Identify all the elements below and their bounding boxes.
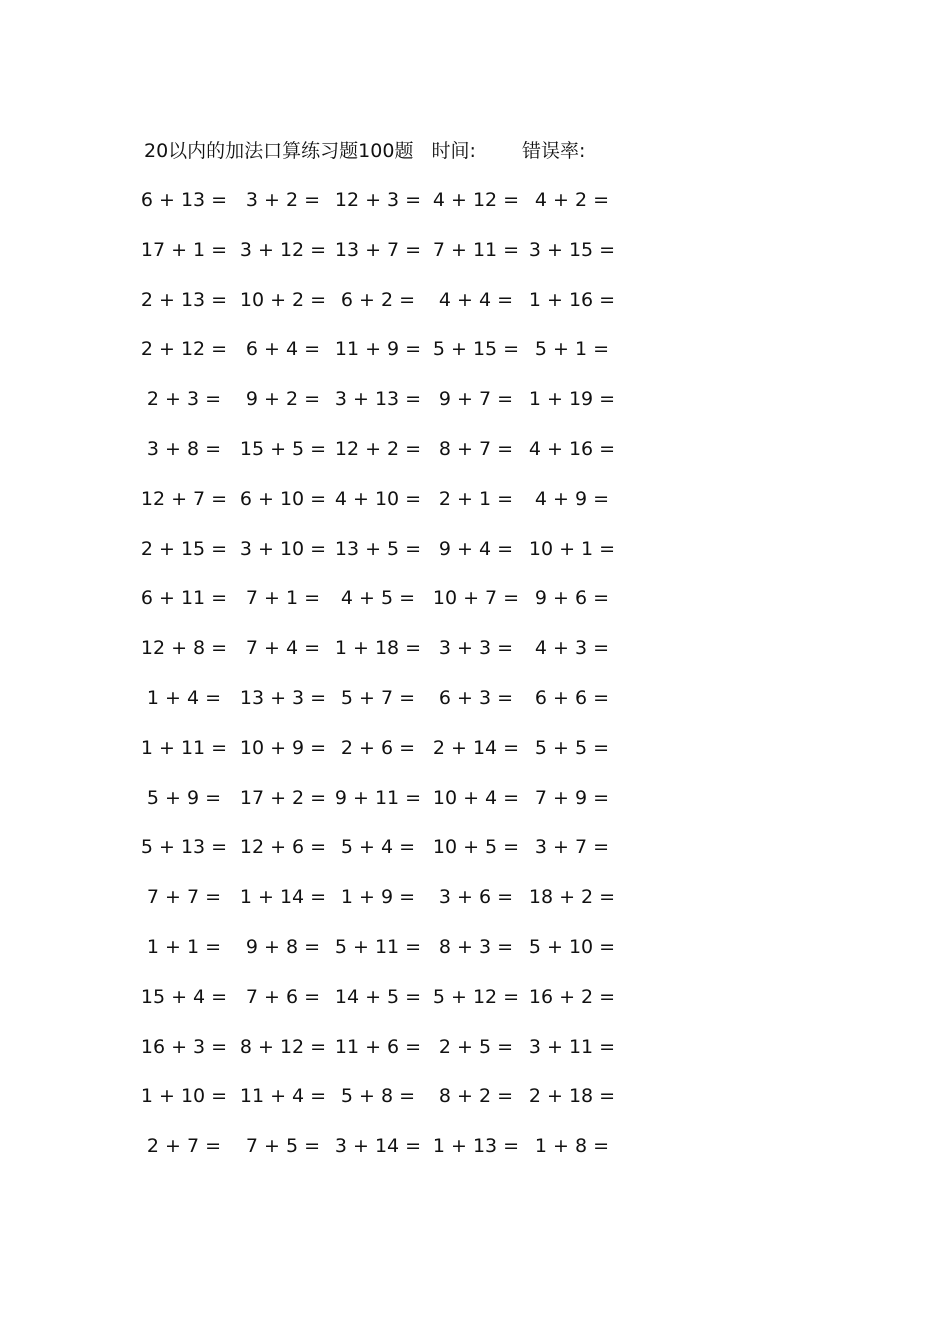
problem-item: 1 + 8 = bbox=[534, 1135, 610, 1158]
problem-item: 2 + 15 = bbox=[140, 537, 228, 560]
problem-item: 5 + 1 = bbox=[534, 338, 610, 361]
problem-item: 5 + 11 = bbox=[334, 936, 422, 958]
problem-item: 1 + 14 = bbox=[239, 886, 327, 909]
problem-item: 7 + 4 = bbox=[245, 637, 321, 660]
problem-item: 18 + 2 = bbox=[528, 886, 616, 909]
problem-item: 5 + 5 = bbox=[534, 736, 610, 759]
problem-item: 8 + 7 = bbox=[438, 438, 514, 460]
problem-item: 12 + 7 = bbox=[140, 487, 228, 510]
problem-item: 9 + 8 = bbox=[245, 936, 321, 958]
problem-item: 3 + 11 = bbox=[528, 1035, 616, 1058]
problem-item: 7 + 9 = bbox=[534, 786, 610, 809]
problem-item: 10 + 1 = bbox=[528, 537, 616, 560]
problem-item: 4 + 4 = bbox=[438, 288, 514, 311]
problem-item: 2 + 12 = bbox=[140, 338, 228, 361]
problem-item: 3 + 10 = bbox=[239, 537, 327, 560]
problem-item: 6 + 4 = bbox=[245, 338, 321, 361]
problem-item: 2 + 3 = bbox=[146, 388, 222, 411]
problem-item: 12 + 2 = bbox=[334, 438, 422, 460]
problem-item: 15 + 4 = bbox=[140, 985, 228, 1008]
problem-item: 13 + 5 = bbox=[334, 537, 422, 560]
problem-item: 2 + 5 = bbox=[438, 1035, 514, 1058]
problem-item: 1 + 9 = bbox=[340, 886, 416, 909]
problem-item: 4 + 10 = bbox=[334, 487, 422, 510]
problem-item: 10 + 9 = bbox=[239, 736, 327, 759]
problem-item: 6 + 3 = bbox=[438, 687, 514, 709]
problem-item: 15 + 5 = bbox=[239, 438, 327, 460]
problem-item: 1 + 18 = bbox=[334, 637, 422, 660]
problem-item: 17 + 2 = bbox=[239, 786, 327, 809]
problem-item: 2 + 13 = bbox=[140, 288, 228, 311]
problem-item: 2 + 7 = bbox=[146, 1135, 222, 1158]
problem-item: 13 + 3 = bbox=[239, 687, 327, 709]
problem-item: 4 + 12 = bbox=[432, 189, 520, 211]
problem-item: 10 + 7 = bbox=[432, 587, 520, 610]
problem-item: 16 + 3 = bbox=[140, 1035, 228, 1058]
problem-item: 17 + 1 = bbox=[140, 238, 228, 261]
problem-item: 3 + 2 = bbox=[245, 189, 321, 211]
problem-item: 1 + 16 = bbox=[528, 288, 616, 311]
problem-item: 4 + 3 = bbox=[534, 637, 610, 660]
problem-item: 7 + 5 = bbox=[245, 1135, 321, 1158]
problem-item: 3 + 13 = bbox=[334, 388, 422, 411]
problem-item: 1 + 19 = bbox=[528, 388, 616, 411]
problem-item: 5 + 12 = bbox=[432, 985, 520, 1008]
problem-item: 5 + 4 = bbox=[340, 836, 416, 859]
problem-item: 1 + 13 = bbox=[432, 1135, 520, 1158]
problem-item: 9 + 7 = bbox=[438, 388, 514, 411]
problem-item: 4 + 16 = bbox=[528, 438, 616, 460]
problem-item: 11 + 6 = bbox=[334, 1035, 422, 1058]
problem-item: 4 + 9 = bbox=[534, 487, 610, 510]
problem-item: 2 + 14 = bbox=[432, 736, 520, 759]
problem-item: 3 + 7 = bbox=[534, 836, 610, 859]
problem-item: 7 + 1 = bbox=[245, 587, 321, 610]
problem-item: 12 + 8 = bbox=[140, 637, 228, 660]
problem-item: 7 + 6 = bbox=[245, 985, 321, 1008]
problem-item: 1 + 1 = bbox=[146, 936, 222, 958]
problem-item: 6 + 2 = bbox=[340, 288, 416, 311]
problem-item: 10 + 4 = bbox=[432, 786, 520, 809]
problem-item: 12 + 3 = bbox=[334, 189, 422, 211]
problem-item: 6 + 6 = bbox=[534, 687, 610, 709]
problem-item: 16 + 2 = bbox=[528, 985, 616, 1008]
problem-item: 4 + 2 = bbox=[534, 189, 610, 211]
problem-item: 14 + 5 = bbox=[334, 985, 422, 1008]
problem-item: 2 + 18 = bbox=[528, 1085, 616, 1108]
problem-item: 9 + 11 = bbox=[334, 786, 422, 809]
problem-item: 9 + 6 = bbox=[534, 587, 610, 610]
problem-item: 11 + 9 = bbox=[334, 338, 422, 361]
problem-item: 3 + 6 = bbox=[438, 886, 514, 909]
problem-item: 8 + 12 = bbox=[239, 1035, 327, 1058]
problem-item: 1 + 10 = bbox=[140, 1085, 228, 1108]
problem-item: 3 + 12 = bbox=[239, 238, 327, 261]
error-rate-label: 错误率: bbox=[521, 140, 586, 162]
problem-item: 6 + 10 = bbox=[239, 487, 327, 510]
problem-item: 6 + 11 = bbox=[140, 587, 228, 610]
problem-item: 8 + 3 = bbox=[438, 936, 514, 958]
problem-item: 7 + 11 = bbox=[432, 238, 520, 261]
problem-item: 3 + 8 = bbox=[146, 438, 222, 460]
problem-item: 11 + 4 = bbox=[239, 1085, 327, 1108]
problem-item: 5 + 10 = bbox=[528, 936, 616, 958]
problem-item: 7 + 7 = bbox=[146, 886, 222, 909]
problem-item: 12 + 6 = bbox=[239, 836, 327, 859]
problem-item: 3 + 15 = bbox=[528, 238, 616, 261]
worksheet-title: 20以内的加法口算练习题100题 bbox=[144, 140, 414, 162]
problem-item: 9 + 2 = bbox=[245, 388, 321, 411]
problem-item: 9 + 4 = bbox=[438, 537, 514, 560]
problem-item: 4 + 5 = bbox=[340, 587, 416, 610]
time-label: 时间: bbox=[431, 140, 476, 162]
problem-item: 2 + 1 = bbox=[438, 487, 514, 510]
problem-item: 10 + 2 = bbox=[239, 288, 327, 311]
problem-item: 8 + 2 = bbox=[438, 1085, 514, 1108]
problem-item: 1 + 4 = bbox=[146, 687, 222, 709]
problem-item: 5 + 7 = bbox=[340, 687, 416, 709]
problem-item: 5 + 9 = bbox=[146, 786, 222, 809]
problem-item: 5 + 8 = bbox=[340, 1085, 416, 1108]
problem-item: 3 + 14 = bbox=[334, 1135, 422, 1158]
problem-item: 5 + 15 = bbox=[432, 338, 520, 361]
problem-item: 2 + 6 = bbox=[340, 736, 416, 759]
problem-item: 6 + 13 = bbox=[140, 189, 228, 211]
problem-item: 1 + 11 = bbox=[140, 736, 228, 759]
problem-item: 13 + 7 = bbox=[334, 238, 422, 261]
problem-item: 10 + 5 = bbox=[432, 836, 520, 859]
problem-item: 5 + 13 = bbox=[140, 836, 228, 859]
problem-item: 3 + 3 = bbox=[438, 637, 514, 660]
